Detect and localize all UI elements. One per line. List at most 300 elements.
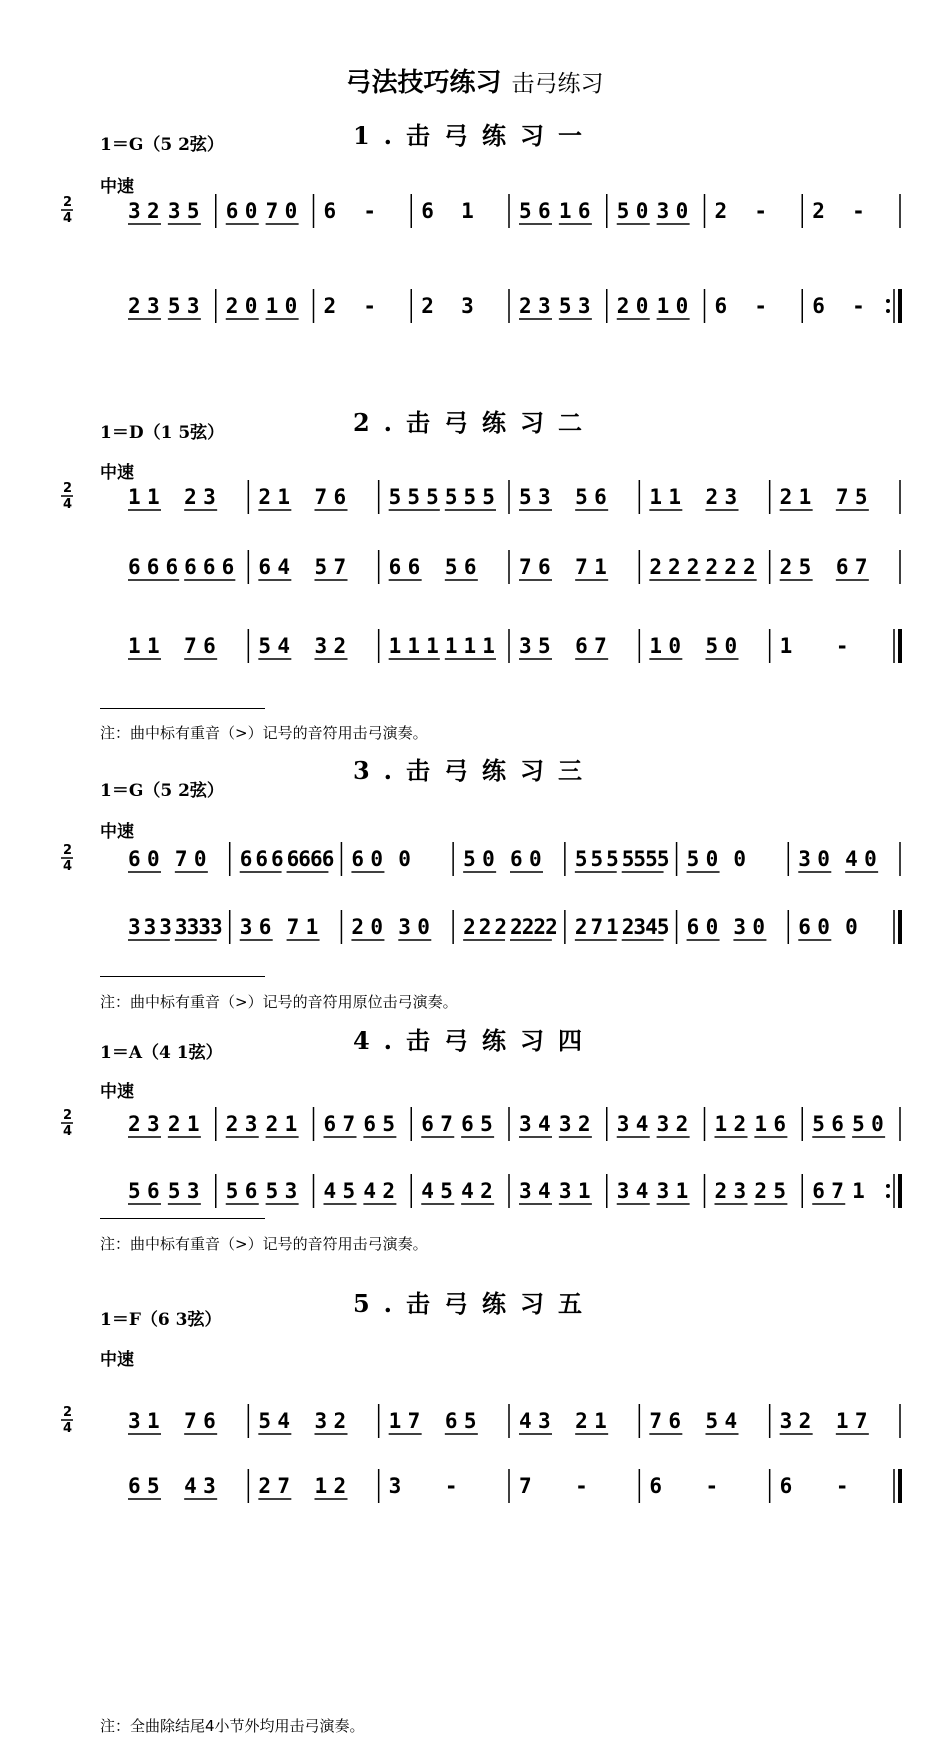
note: 1 [265,294,279,318]
key-signature: 1＝A（4 1弦） [100,1043,223,1063]
note: - [754,294,768,318]
note: 3 [519,1179,532,1203]
note: 6 [444,1409,458,1433]
note: 4 [277,634,290,658]
note: 6 [225,199,239,223]
note: 3 [519,1112,532,1136]
title-main: 弓法技巧练习 [345,68,502,98]
note: 7 [314,485,328,509]
note: 6 [773,1112,787,1136]
note: 4 [363,1179,377,1203]
note: 3 [577,294,591,318]
note: 4 [519,1409,532,1433]
note: 6 [203,1409,216,1433]
note: 7 [854,1409,868,1433]
note: 5 [645,847,658,871]
note: 1 [835,1409,849,1433]
note: 7 [575,555,588,579]
note: 4 [635,1179,649,1203]
note: 0 [817,915,830,939]
note: 3 [519,634,532,658]
note: 2 [510,915,523,939]
note: 2 [333,1409,347,1433]
footer-note-partial: 注：全曲除结尾4小节外均用击弓演奏。 [100,1717,365,1735]
note: 2 [545,915,558,939]
note: 7 [342,1112,356,1136]
note: 4 [538,1112,551,1136]
note: 7 [649,1409,662,1433]
note: 2 [533,915,547,939]
note: 5 [186,199,200,223]
note: - [363,294,377,318]
note: 0 [398,847,411,871]
note: 1 [675,1179,689,1203]
note: 3 [203,485,216,509]
note: 2 [225,294,239,318]
note: 1 [147,634,160,658]
note: 6 [831,1112,844,1136]
note: 5 [616,199,630,223]
tempo-marking: 中速 [100,1082,134,1102]
note: 6 [128,1474,141,1498]
note: 1 [754,1112,768,1136]
note: 5 [519,199,532,223]
note: 5 [258,1409,271,1433]
note: 5 [852,1112,865,1136]
note: 2 [167,1112,181,1136]
note: 5 [854,485,868,509]
note: 2 [705,555,719,579]
note: 4 [184,1474,197,1498]
note: 7 [835,485,849,509]
note: 5 [342,1179,356,1203]
note: 6 [128,847,141,871]
note: 2 [128,294,141,318]
note: 7 [440,1112,453,1136]
note: 3 [538,1409,551,1433]
note: 3 [314,1409,328,1433]
note: 1 [779,634,793,658]
note: 5 [382,1112,396,1136]
note: 3 [798,847,811,871]
note: 4 [277,1409,290,1433]
note: 5 [633,847,647,871]
note: 2 [521,915,535,939]
section-heading: 3.击弓练习三 [352,756,597,785]
note: 4 [845,847,858,871]
note: 3 [198,915,211,939]
note: 1 [649,634,662,658]
note: 6 [255,847,268,871]
note: 6 [128,555,141,579]
note: 4 [421,1179,434,1203]
note: 2 [480,1179,493,1203]
note: 4 [635,1112,649,1136]
note: 4 [645,915,658,939]
note: 0 [635,294,649,318]
note: 5 [407,485,421,509]
note: 7 [174,847,188,871]
note: 6 [147,1179,160,1203]
note: 2 [421,294,434,318]
note: 6 [649,1474,662,1498]
note: 2 [184,485,197,509]
note: 6 [798,915,811,939]
note: 4 [724,1409,738,1433]
note: 5 [606,847,619,871]
note: 2 [705,485,719,509]
note: 6 [538,555,551,579]
note: 3 [186,915,200,939]
note: 3 [167,199,181,223]
note: - [705,1474,719,1498]
title-sub: 击弓练习 [511,71,604,97]
note: 1 [284,1112,298,1136]
note: 1 [147,485,160,509]
note: 0 [733,847,747,871]
note: 5 [538,634,551,658]
note: 5 [558,294,572,318]
note: 1 [314,1474,328,1498]
note: 0 [417,915,430,939]
note: 0 [705,847,719,871]
note: - [835,634,849,658]
note: 3 [724,485,738,509]
note: 5 [574,847,588,871]
note: 6 [270,847,284,871]
note: - [754,199,768,223]
note: 7 [519,555,532,579]
section-heading: 2.击弓练习二 [352,408,597,437]
note: 1 [277,485,290,509]
note: 5 [656,847,670,871]
note: 6 [221,555,235,579]
note: 1 [463,634,477,658]
tempo-marking: 中速 [100,1350,134,1370]
key-signature: 1＝G（5 2弦） [100,781,224,801]
note: 4 [538,1179,551,1203]
note: 7 [286,915,300,939]
note: 3 [186,1179,200,1203]
note: 6 [812,1179,825,1203]
note: 5 [463,847,476,871]
note: 5 [167,294,181,318]
note: 3 [143,915,157,939]
note: 3 [284,1179,298,1203]
note: - [363,199,377,223]
note: 6 [165,555,179,579]
note: 2 [812,199,825,223]
note: 0 [529,847,542,871]
tempo-marking: 中速 [100,177,134,197]
note: 6 [363,1112,377,1136]
note: 3 [388,1474,402,1498]
note: 3 [538,294,551,318]
note: 3 [538,485,551,509]
note: 2 [225,1112,239,1136]
note: 1 [649,485,662,509]
note: 7 [184,634,197,658]
note: 5 [444,485,458,509]
note: 5 [480,1112,493,1136]
note: 2 [798,1409,812,1433]
note: 0 [817,847,830,871]
note: 6 [779,1474,793,1498]
note: 6 [258,915,272,939]
note: 0 [635,199,649,223]
note: 6 [310,847,323,871]
note: 1 [461,199,474,223]
note: 1 [594,555,607,579]
note: 5 [575,485,588,509]
note: 2 [519,294,532,318]
note: 3 [244,1112,258,1136]
note: 0 [147,847,160,871]
note: 6 [184,555,197,579]
note: 4 [277,555,290,579]
note: 7 [590,915,604,939]
note: 6 [686,915,700,939]
note: 0 [864,847,877,871]
note: 1 [128,485,141,509]
note: 0 [871,1112,884,1136]
note: 7 [333,555,347,579]
note: 7 [407,1409,421,1433]
note: 6 [244,1179,258,1203]
note: 3 [398,915,411,939]
note: 1 [577,1179,591,1203]
note: - [444,1474,458,1498]
note: 5 [463,485,477,509]
note: 6 [203,634,216,658]
note: 5 [426,485,439,509]
note: 1 [558,199,572,223]
tempo-marking: 中速 [100,463,134,483]
time-sig-bottom: 4 [63,211,73,226]
note: 1 [128,634,141,658]
note: 0 [370,915,384,939]
note: 3 [558,1112,572,1136]
note: 3 [616,1179,630,1203]
note: 4 [461,1179,474,1203]
note: 5 [798,555,812,579]
note: 0 [675,294,689,318]
note: 3 [147,294,160,318]
note: 3 [314,634,328,658]
note: 6 [407,555,421,579]
note: 2 [147,199,160,223]
note: 5 [705,1409,719,1433]
note: 3 [616,1112,630,1136]
note: 2 [779,555,793,579]
section-heading: 5.击弓练习五 [352,1289,597,1318]
note: 6 [577,199,591,223]
note: 5 [147,1474,160,1498]
note: 2 [621,915,635,939]
note: 6 [668,1409,681,1433]
note: 6 [298,847,311,871]
note: 3 [656,199,670,223]
note: 5 [519,485,532,509]
note: 5 [444,555,458,579]
note: 2 [333,634,347,658]
note: 2 [575,1409,588,1433]
note: 1 [714,1112,728,1136]
time-sig-top: 2 [63,1405,73,1420]
note: 4 [323,1179,337,1203]
note: 2 [333,1474,347,1498]
note: 1 [388,1409,402,1433]
note: 5 [656,915,670,939]
section-heading: 4.击弓练习四 [352,1026,597,1055]
note: 1 [798,485,812,509]
note: 1 [656,294,670,318]
note: 0 [724,634,738,658]
note: 3 [210,915,223,939]
time-sig-bottom: 4 [63,1421,73,1436]
note: 0 [244,199,258,223]
note: 6 [323,1112,337,1136]
key-signature: 1＝G（5 2弦） [100,135,224,155]
note: 2 [724,555,737,579]
note: 5 [621,847,635,871]
note: 5 [265,1179,279,1203]
note: 0 [193,847,207,871]
time-sig-top: 2 [63,195,73,210]
note: 2 [668,555,681,579]
time-sig-bottom: 4 [63,1124,73,1139]
note: 3 [128,1409,141,1433]
note: 1 [594,1409,607,1433]
note: 0 [244,294,258,318]
footnote: 注：曲中标有重音（>）记号的音符用击弓演奏。 [100,724,428,742]
note: 1 [852,1179,865,1203]
note: 2 [742,555,756,579]
note: 7 [265,199,279,223]
note: - [852,199,865,223]
note: 6 [388,555,402,579]
note: 7 [519,1474,532,1498]
note: 3 [186,294,200,318]
note: 2 [265,1112,279,1136]
note: 6 [321,847,335,871]
note: 3 [239,915,253,939]
note: 3 [159,915,172,939]
note: 1 [305,915,319,939]
time-sig-bottom: 4 [63,859,73,874]
note: 1 [606,915,619,939]
note: 2 [323,294,337,318]
note: 6 [421,199,434,223]
note: - [835,1474,849,1498]
note: 5 [388,485,402,509]
note: 2 [382,1179,396,1203]
note: 0 [284,199,298,223]
note: 3 [733,915,747,939]
key-signature: 1＝D（1 5弦） [100,423,225,443]
note: 2 [128,1112,141,1136]
note: 2 [494,915,508,939]
note: - [575,1474,588,1498]
note: 5 [225,1179,239,1203]
note: 5 [258,634,271,658]
note: 2 [733,1112,747,1136]
note: 6 [286,847,300,871]
note: 5 [314,555,328,579]
note: 7 [831,1179,844,1203]
note: 0 [284,294,298,318]
note: 2 [478,915,492,939]
note: 5 [773,1179,787,1203]
note: 6 [202,555,216,579]
time-sig-bottom: 4 [63,497,73,512]
note: 2 [754,1179,768,1203]
note: 6 [258,555,271,579]
note: 3 [656,1179,670,1203]
section-heading: 1.击弓练习一 [352,121,597,150]
note: 5 [128,1179,141,1203]
note: 6 [575,634,588,658]
note: 2 [616,294,630,318]
note: 3 [558,1179,572,1203]
note: 5 [167,1179,181,1203]
note: 1 [147,1409,160,1433]
key-signature: 1＝F（6 3弦） [100,1310,222,1330]
note: 0 [675,199,689,223]
note: 2 [779,485,793,509]
note: 3 [174,915,188,939]
tempo-marking: 中速 [100,822,134,842]
note: 6 [146,555,160,579]
note: 0 [752,915,766,939]
note: 3 [779,1409,793,1433]
note: 7 [594,634,607,658]
note: 2 [574,915,588,939]
note: 2 [649,555,662,579]
note: 0 [845,915,858,939]
note: 2 [351,915,365,939]
note: 1 [426,634,439,658]
note: 6 [421,1112,434,1136]
note: 3 [203,1474,216,1498]
note: 2 [686,555,700,579]
note: 0 [482,847,495,871]
note: 2 [675,1112,689,1136]
note: 0 [370,847,384,871]
note: 6 [538,199,551,223]
note: 6 [812,294,825,318]
note: 6 [461,1112,474,1136]
time-sig-top: 2 [63,843,73,858]
note: 5 [590,847,604,871]
note: 2 [714,199,728,223]
note: 6 [510,847,523,871]
note: 2 [258,485,271,509]
note: 5 [440,1179,453,1203]
note: 6 [351,847,365,871]
note: 6 [594,485,607,509]
note: 1 [186,1112,200,1136]
time-sig-top: 2 [63,481,73,496]
note: 6 [239,847,253,871]
note: 7 [854,555,868,579]
note: 3 [656,1112,670,1136]
note: 1 [444,634,458,658]
note: 1 [388,634,402,658]
note: 6 [714,294,728,318]
note: 3 [733,1179,747,1203]
note: 3 [147,1112,160,1136]
